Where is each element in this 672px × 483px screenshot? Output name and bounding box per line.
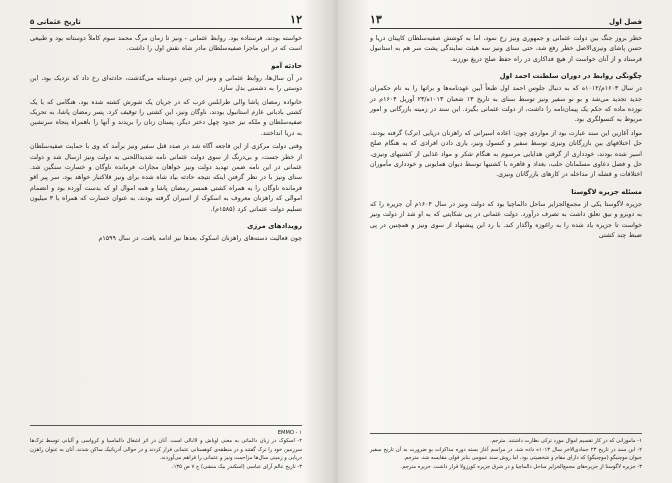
left-paragraph-5: چون فعالیت دسته‌های راهزنان اسکوک بعدها نیز ادامه یافت، در سال ۱۵۹۹م [98, 235, 302, 243]
left-footnote-3: ۳- تاریخ عالم آرای عباسی (اسکندر بیک منشی) ج ۷ ص ۱۳۵. [171, 463, 302, 470]
left-paragraph-1: خواسته بودند، فرستاده بود. روابط عثمانی - ونیز تا زمان مرگ محمد سوم کاملاً دوستانه بود و طبیعی است که در این ماجرا صفیه‌سلطان مادر شاه نقش اول را داشت. [30, 35, 302, 53]
right-paragraph-4: جزیره لاگوستا یکی از مجمع‌الجزایر ساحل دالماچیا بود که دولت ونیز در سال ۱۶۰۴م آن جزیره را که به دوبرو و نیق تعلق داشت به تصرف درآورد. دولت عثمانی در پی شکایتی که به او شد از دولت ونیز خواست تا جزیره یاد شده را به راغوزه واگذار کند. با رد این پیشنهاد از سوی ونیز و همچنین در پی ضبط چند کشتی [370, 200, 642, 240]
left-footnote-2: ۲- اسکوک در زبان دالماتی به معنی اوباش و لاابالی است. آنان در اثر اشغال دالماسیا و کرواسی و آلبانی توسط ترک‌ها سرزمین خود را ترک گفتند و در منطقه‌ی کوهستانی عثمانی فرار کردند و در حوالی آدریاتیک ساکن شدند. آنان به عنوان راهزن دریایی و زمینی سال‌ها مزاحمت ونیز و عثمانی را فراهم می‌آوردند. [30, 438, 302, 462]
right-paragraph-3: مواد آغازین این سند عبارت بود از مواردی چون: اعاده اسیرانی که راهزنان دریایی (ترک) گرفته بودند، حل اختلافهای بین بازرگانان ونیزی توسط سفیر و کنسول ونیز، یاری دادن افرادی که به هنگام صلح اسیر شده بودند، خودداری از گرفتن هدایایی مرسوم به هنگام شکر و مواد غذایی از کشتیهای ونیزی، حل و فصل دعاوی مسلمانان حلب، بغداد و قاهره با کشتیها توسط دیوان همایونی و خودداری مأموران اختلافات و قشله از مداخله در کارهای بازرگانان ونیزی. [370, 129, 642, 179]
right-footnotes [370, 433, 642, 471]
right-running-head [370, 12, 642, 29]
left-heading-1: حادثه آمو [271, 61, 302, 70]
left-paragraph-2: در آن سال‌ها، روابط عثمانی و ونیز این چنین دوستانه می‌گذشت، حادثه‌ای رخ داد که نزدیک بود، این دوستی را به دشمنی بدل سازد. [30, 74, 302, 93]
left-running-head [30, 12, 302, 29]
left-footnotes [30, 425, 302, 471]
right-paragraph-1: خطر بروز جنگ بین دولت عثمانی و جمهوری ونیز رخ نمود، اما به کوشش صفیه‌سلطان کاپیتان دریا و حسن پاشای ونیزی‌الاصل خطر رفع شد، حتی سنای ونیز سه هیئت نمایندگی پشت سر هم به استانبول فرستاد و از آنان خواست از هیچ فداکاری در راه حفظ صلح دریغ نورزند. [370, 35, 642, 63]
left-heading-2: رویدادهای مرزی [247, 222, 302, 231]
right-footnote-3: ۳- جزیره لاگوستا از جزیره‌های مجمع‌الجزایر ساحل دالماچیا و در شرق جزیره کورزولا قرار داشت. جزیره مترجم. [400, 463, 642, 470]
left-page-number: ۱۲ [290, 13, 302, 26]
right-footnote-2: ۲- این سند در تاریخ ۲۳ جمادی‌الاخر سال ۱۰۱۳ه داده شد. در مراسم آغاز بسته دوره مذاکرات بو ضرورت به آن تاریخ سفیر جیوان موچنیگو (موچنیگو) که دارای مقام و شخصیتی بود، اما روش سند عمومی بنابر قولی مقایسه شد. مترجم. [370, 446, 642, 462]
right-page [336, 0, 672, 483]
right-page-number: ۱۳ [370, 13, 382, 26]
left-paragraph-3: خانواده رمضان پاشا والی طرابلس غرب که در جریان یک شورش کشته شده بود، هنگامی که با یک کشتی بادبانی عازم استانبول بودند، ناوگان ونیز، این کشتی را توقیف کرد. پسر رمضان پاشا، به تحریک صفیه‌سلطان و ملکه نیز حدود چهل دختر دیگر، پستان زنان را بریدند و آنها را باهمراه پنجاه سرنشین به دریا انداختند. [30, 98, 302, 137]
left-running-title: تاریخ عثمانی ۵ [30, 18, 81, 26]
right-running-title: فصل اول [609, 18, 642, 26]
right-heading-1: چگونگی روابط در دوران سلطنت احمد اول [499, 72, 642, 81]
right-heading-2: مسئله جزیره لاگوستا [571, 187, 642, 196]
right-footnote-1: ۱- ماموزانی که در کار تقسیم اموال مورد ترکی نظارت داشتند. مترجم. [490, 438, 642, 445]
left-paragraph-4: وقتی دولت مرکزی از این فاجعه آگاه شد در صدد قتل سفیر ونیز برآمد که وی با حمایت صفیه‌سلطان از خطر جست، و بی‌درنگ از سوی دولت عثمانی نامه شدیداللحنی به دولت ونیز ارسال شد و دولت عثمانی در این نامه ضمن تهدید دولت ونیز خواهان مجازات فرمانده ناوگان و خسارت سنگین شد. سنای ونیز با در نظر گرفتن اینکه نتیجه حادثه بیاد شاه شده برای ونیز قلاکتبار خواهد بود، سر پیر اقو فرمانده ناوگان را به همراه کشتی همسر رمضان پاشا و همه اموال او که بدست آورده بود و انضمام اموالی که راهزنان معروف به اسکوک از اسیران گرفته بودند، به عنوان خسارت که همراه با ۳ میلیون تسلیم دولت عثمانی کرد (۱۵۸۵م). [30, 143, 302, 213]
right-paragraph-2: در سال ۱۶۰۳م/۱۰۱۲ه که به دنبال جلوس احمد اول طبعاً آیین عهدنامه‌ها و براتها را به نام حکمران جدید تجدید می‌شد و بو نو سفیر ونیز توسط سنای به تاریخ ۱۳ شعبان ۱۰۱۳ه/۲۳ آوریل ۱۶۰۴م در نوزده ماده که حکم یک پیمان‌نامه را داشت، از دولت عثمانی بگیرد. این سند در زمینه بازرگانی و امور مربوط به کنسولگری بود. [370, 85, 643, 124]
left-footnote-marker: EMMO - ۱ [277, 429, 302, 436]
